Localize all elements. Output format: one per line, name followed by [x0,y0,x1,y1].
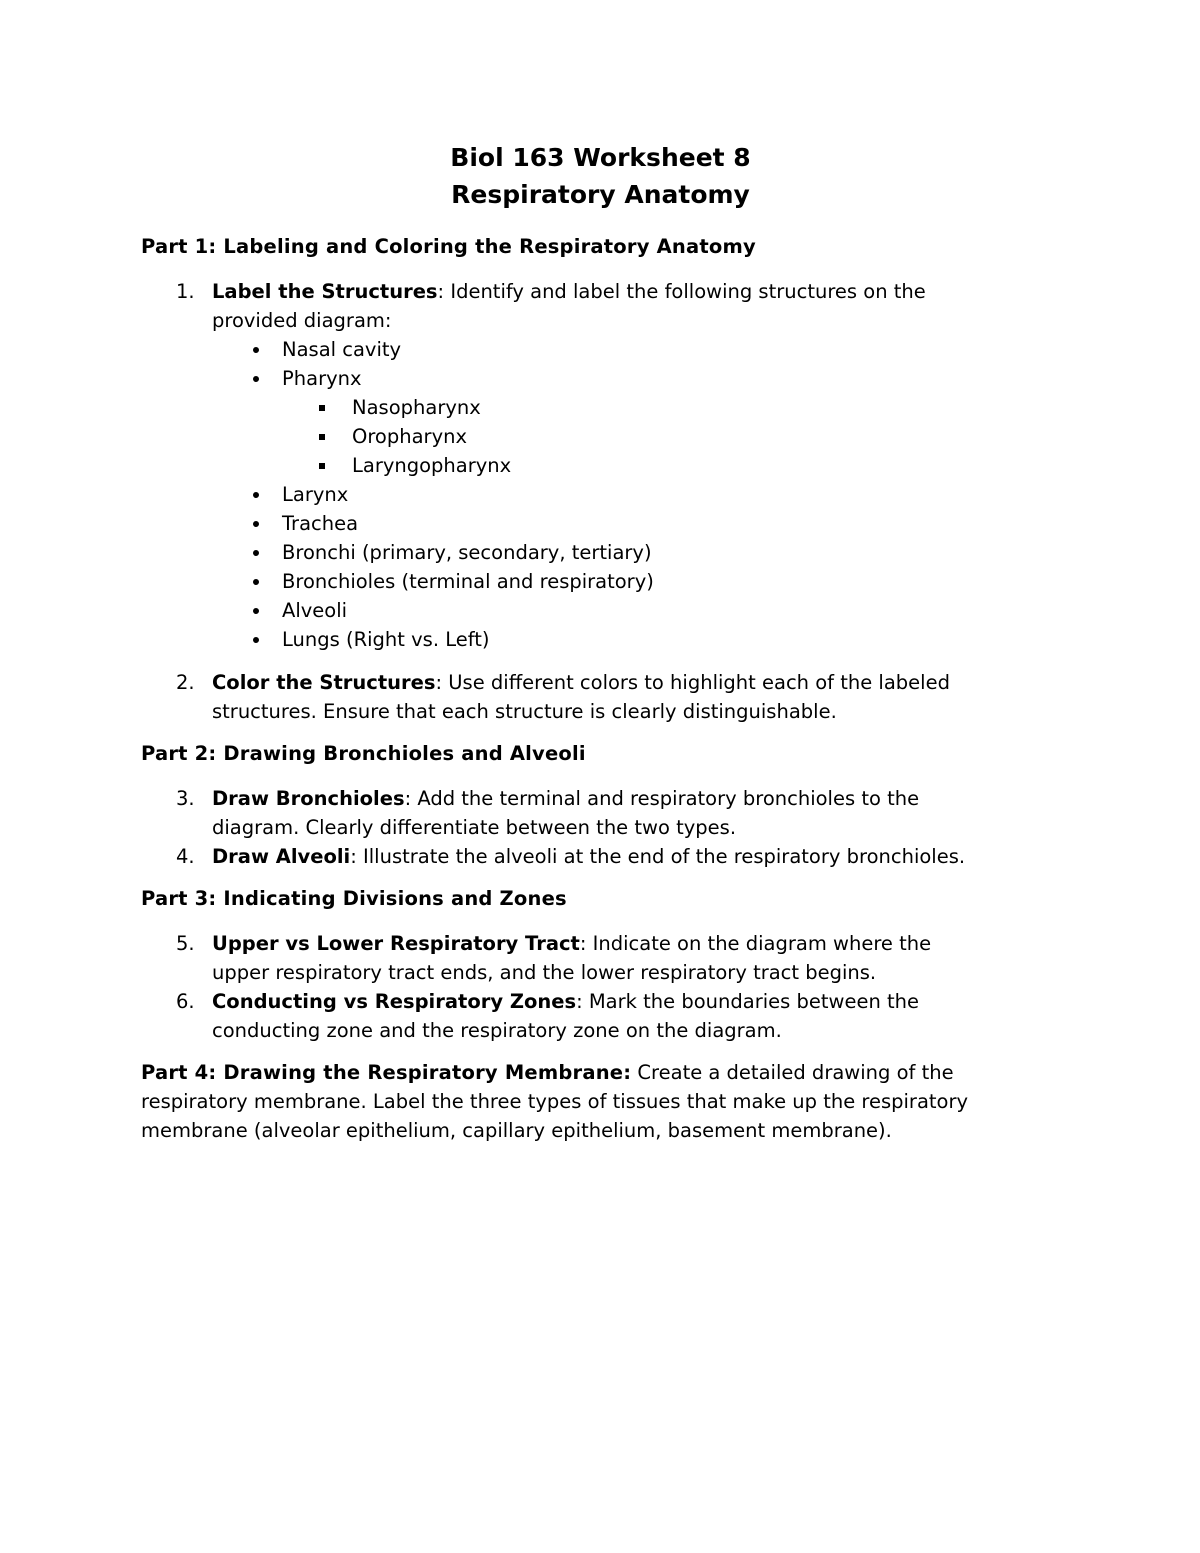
item-5-label: Upper vs Lower Respiratory Tract [212,932,580,955]
worksheet-title: Biol 163 Worksheet 8 [450,143,751,172]
item-5-number: 5. [176,932,195,955]
part4-text-cont-1: respiratory membrane. Label the three types of tissues that make up the respiratory [141,1090,969,1113]
structure-trachea: Trachea [141,509,1060,538]
structure-alveoli: Alveoli [141,596,1060,625]
bullet-icon [253,608,259,614]
item-4-label: Draw Alveoli [212,845,351,868]
part1-heading: Part 1: Labeling and Coloring the Respiratory Anatomy [141,235,756,258]
bullet-icon [253,637,259,643]
structure-nasal-cavity: Nasal cavity [141,335,1060,364]
part2-list [141,784,1060,871]
part3-list [141,929,1060,1045]
item-2-text-cont: structures. Ensure that each structure is clearly distinguishable. [212,700,837,723]
item-3-text-cont: diagram. Clearly differentiate between the two types. [212,816,737,839]
structure-oropharynx: Oropharynx [141,422,1060,451]
worksheet-subtitle: Respiratory Anatomy [451,180,750,209]
structure-lungs: Lungs (Right vs. Left) [141,625,1060,654]
bullet-icon [253,521,259,527]
item-2 [141,668,1060,726]
item-6-label: Conducting vs Respiratory Zones [212,990,577,1013]
item-1-label: Label the Structures [212,280,438,303]
item-3-label: Draw Bronchioles [212,787,405,810]
structure-bronchi: Bronchi (primary, secondary, tertiary) [141,538,1060,567]
part4-text: Create a detailed drawing of the [631,1061,954,1084]
square-bullet-icon [319,405,325,411]
part1-list [141,277,1060,726]
structure-larynx: Larynx [141,480,1060,509]
bullet-icon [253,492,259,498]
item-6-text: : Mark the boundaries between the [576,990,920,1013]
bullet-icon [253,550,259,556]
item-1-text-cont: provided diagram: [212,309,392,332]
square-bullet-icon [319,463,325,469]
item-1-number: 1. [176,280,195,303]
part2-heading: Part 2: Drawing Bronchioles and Alveoli [141,742,586,765]
item-4 [141,842,1060,871]
structure-laryngopharynx: Laryngopharynx [141,451,1060,480]
item-1 [141,277,1060,335]
part4-paragraph [141,1058,1060,1145]
item-6-text-cont: conducting zone and the respiratory zone on the diagram. [212,1019,782,1042]
item-2-number: 2. [176,671,195,694]
square-bullet-icon [319,434,325,440]
item-2-text: : Use different colors to highlight each of the labeled [435,671,950,694]
item-3 [141,784,1060,842]
part3-heading: Part 3: Indicating Divisions and Zones [141,887,567,910]
item-4-number: 4. [176,845,195,868]
structure-pharynx: Pharynx [141,364,1060,393]
part4-heading: Part 4: Drawing the Respiratory Membrane: [141,1061,632,1084]
bullet-icon [253,579,259,585]
item-1-text: : Identify and label the following structures on the [437,280,926,303]
bullet-icon [253,376,259,382]
item-5-text: : Indicate on the diagram where the [579,932,932,955]
item-6 [141,987,1060,1045]
item-3-number: 3. [176,787,195,810]
structure-bronchioles: Bronchioles (terminal and respiratory) [141,567,1060,596]
item-3-text: : Add the terminal and respiratory bronchioles to the [404,787,920,810]
item-4-text: : Illustrate the alveoli at the end of the respiratory bronchioles. [350,845,966,868]
bullet-icon [253,347,259,353]
item-2-label: Color the Structures [212,671,436,694]
structure-nasopharynx: Nasopharynx [141,393,1060,422]
item-5-text-cont: upper respiratory tract ends, and the lower respiratory tract begins. [212,961,877,984]
item-5 [141,929,1060,987]
part4-text-cont-2: membrane (alveolar epithelium, capillary epithelium, basement membrane). [141,1119,892,1142]
item-6-number: 6. [176,990,195,1013]
